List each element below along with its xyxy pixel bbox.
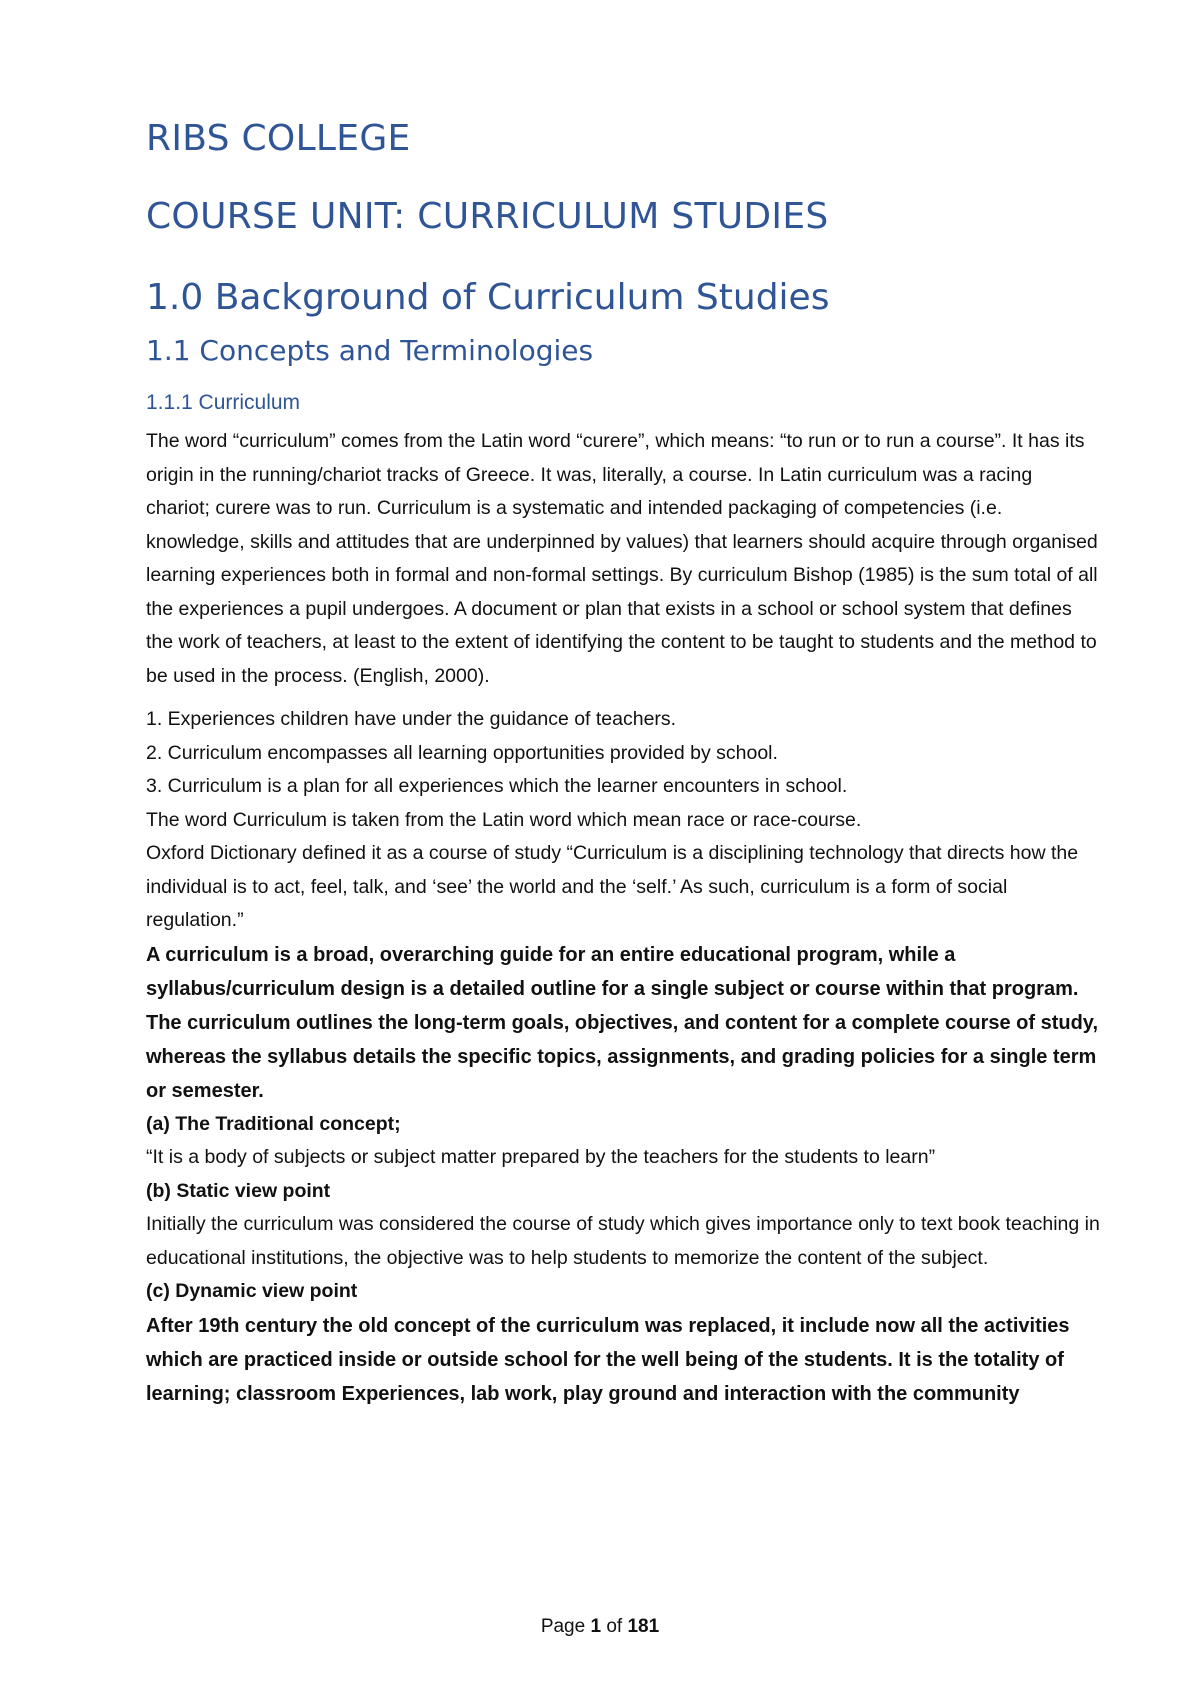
page-footer <box>0 1616 1200 1638</box>
course-unit-title: COURSE UNIT: CURRICULUM STUDIES <box>146 196 829 237</box>
static-view-text: Initially the curriculum was considered the course of study which gives importance only to text book teaching in educational institutions, the objective was to help students to memorize the content of the subject. <box>146 1213 1100 1269</box>
static-view-heading: (b) Static view point <box>146 1179 331 1202</box>
intro-paragraph: The word “curriculum” comes from the Latin word “curere”, which means: “to run or to run a course”. It has its origin in the running/chariot tracks of Greece. It was, literally, a course. In Latin curriculum was a racing chariot; curere was to run. Curriculum is a systematic and intended packaging of competencies (i.e. knowledge, skills and attitudes that are underpinned by values) that learners should acquire through organised learning experiences both in formal and non-formal settings. By curriculum Bishop (1985) is the sum total of all the experiences a pupil undergoes. A document or plan that exists in a school or school system that defines the work of teachers, at least to the extent of identifying the content to be taught to students and the method to be used in the process. (English, 2000). <box>146 430 1098 687</box>
section-heading-1-1: 1.1 Concepts and Terminologies <box>146 334 594 367</box>
total-pages: 181 <box>627 1616 660 1637</box>
traditional-concept-heading: (a) The Traditional concept; <box>146 1112 401 1135</box>
dynamic-view-heading: (c) Dynamic view point <box>146 1280 358 1302</box>
page-label: Page <box>540 1616 586 1637</box>
dynamic-view-text: After 19th century the old concept of the curriculum was replaced, it include now all the activities which are practiced inside or outside school for the well being of the students. It is the totality of learning; classroom Experiences, lab work, play ground and interaction with the community <box>146 1314 1070 1405</box>
curriculum-vs-syllabus-summary: A curriculum is a broad, overarching guide for an entire educational program, while a syllabus/curriculum design is a detailed outline for a single subject or course within that program. The curriculum outlines the long-term goals, objectives, and content for a complete course of study, whereas the syllabus details the specific topics, assignments, and grading policies for a single term or semester. <box>146 943 1099 1102</box>
latin-note: The word Curriculum is taken from the Latin word which mean race or race-course. <box>146 808 862 831</box>
list-item: 1. Experiences children have under the guidance of teachers. <box>146 708 677 730</box>
oxford-definition: Oxford Dictionary defined it as a course of study “Curriculum is a disciplining technology that directs how the individual is to act, feel, talk, and ‘see’ the world and the ‘self.’ As such, curriculum is a form of social regulation.” <box>146 842 1079 931</box>
list-item: 2. Curriculum encompasses all learning opportunities provided by school. <box>146 741 778 764</box>
section-heading-1-1-1: 1.1.1 Curriculum <box>146 391 301 414</box>
section-heading-1-0: 1.0 Background of Curriculum Studies <box>146 277 830 318</box>
list-item: 3. Curriculum is a plan for all experiences which the learner encounters in school. <box>146 775 848 797</box>
traditional-concept-text: “It is a body of subjects or subject matter prepared by the teachers for the students to learn” <box>146 1146 936 1168</box>
college-title: RIBS COLLEGE <box>146 118 411 159</box>
of-label: of <box>606 1616 623 1637</box>
page-number: 1 <box>590 1616 602 1637</box>
